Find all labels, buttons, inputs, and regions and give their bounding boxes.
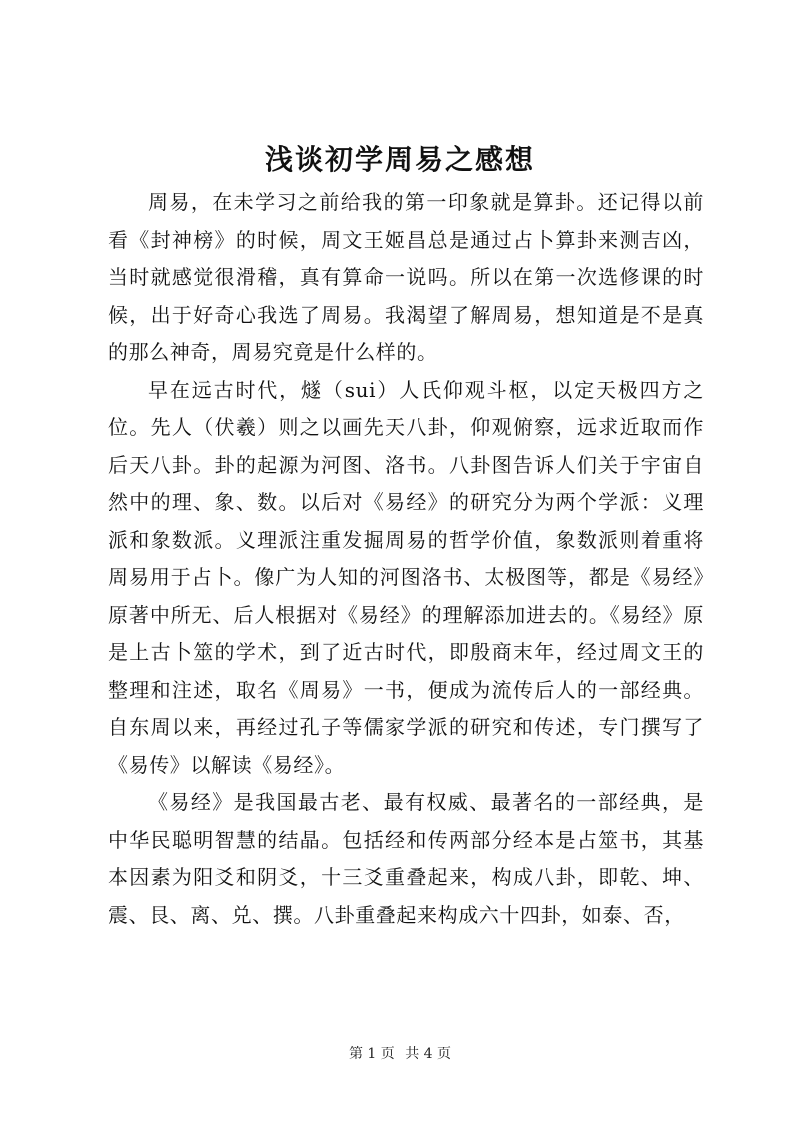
- page-total: 共 4 页: [405, 1046, 452, 1062]
- paragraph-2: 早在远古时代，燧（sui）人氏仰观斗枢，以定天极四方之位。先人（伏羲）则之以画先天八卦，仰观俯察，远求近取而作后天八卦。卦的起源为河图、洛书。八卦图告诉人们关于宇宙自然中的理、象、数。以后对《易经》的研究分为两个学派：义理派和象数派。义理派注重发掘周易的哲学价值，象数派则着重将周易用于占卜。像广为人知的河图洛书、太极图等，都是《易经》原著中所无、后人根据对《易经》的理解添加进去的。《易经》原是上古卜筮的学术，到了近古时代，即殷商末年，经过周文王的整理和注述，取名《周易》一书，便成为流传后人的一部经典。自东周以来，再经过孔子等儒家学派的研究和传述，专门撰写了《易传》以解读《易经》。: [108, 377, 704, 777]
- page-number: 第 1 页: [348, 1046, 395, 1062]
- paragraph-1: 周易，在未学习之前给我的第一印象就是算卦。还记得以前看《封神榜》的时候，周文王姬昌总是通过占卜算卦来测吉凶，当时就感觉很滑稽，真有算命一说吗。所以在第一次选修课的时候，出于好奇心我选了周易。我渴望了解周易，想知道是不是真的那么神奇，周易究竟是什么样的。: [108, 190, 704, 364]
- document-body: [108, 184, 704, 934]
- paragraph-3: 《易经》是我国最古老、最有权威、最著名的一部经典，是中华民聪明智慧的结晶。包括经和传两部分经本是占筮书，其基本因素为阳爻和阴爻，十三爻重叠起来，构成八卦，即乾、坤、震、艮、离、兑、撰。八卦重叠起来构成六十四卦，如泰、否，: [108, 790, 704, 927]
- page-footer: [0, 1044, 800, 1064]
- document-title: 浅谈初学周易之感想: [264, 143, 535, 176]
